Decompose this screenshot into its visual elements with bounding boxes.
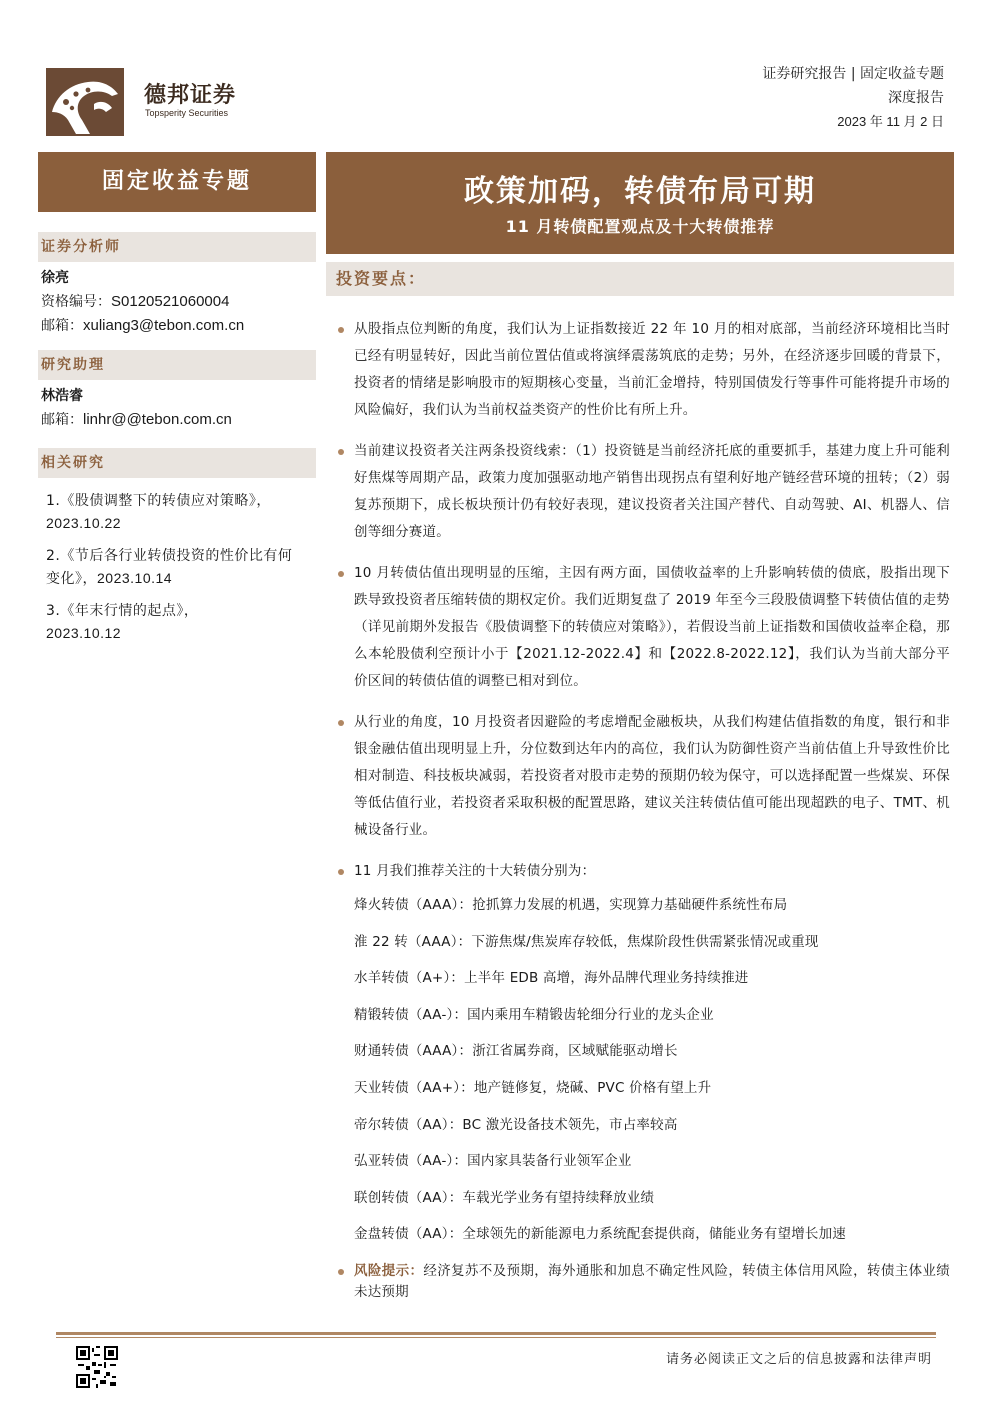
logo-chinese-name: 德邦证券 [144, 83, 237, 108]
report-title: 政策加码，转债布局可期 [464, 174, 816, 209]
report-meta [762, 62, 944, 134]
footer-divider [56, 1332, 936, 1335]
related-research-item[interactable]: 2.《节后各行业转债投资的性价比有何变化》，2023.10.14 [46, 548, 293, 587]
assistant-email [38, 408, 316, 432]
bond-item: 联创转债（AA）：车载光学业务有望持续释放业绩 [354, 1189, 655, 1206]
related-research-item[interactable]: 3.《年末行情的起点》， 2023.10.12 [46, 603, 199, 641]
bond-item: 烽火转债（AAA）：抢抓算力发展的机遇，实现算力基础硬件系统性布局 [354, 897, 788, 913]
analyst-email [38, 314, 316, 338]
related-research-list [38, 478, 316, 645]
bullet-icon [338, 449, 344, 455]
point-item: 当前建议投资者关注两条投资线索：（1）投资链是当前经济托底的重要抓手，基建力度上升可能利好焦煤等周期产品，政策力度加强驱动地产销售出现拐点有望利好地产链经营环境的扭转；（2）弱复苏预期下，成长板块预计仍有较好表现，建议投资者关注国产替代、自动驾驶、AI、机器人、信创等细分赛道。 [326, 438, 954, 546]
qr-code-icon[interactable] [76, 1346, 118, 1388]
section-title: 固定收益专题 [38, 152, 316, 212]
risk-text: 经济复苏不及预期，海外通胀和加息不确定性风险，转债主体信用风险，转债主体业绩未达预期 [354, 1262, 950, 1300]
cert-label: 资格编号： [41, 294, 111, 310]
email-label: 邮箱： [41, 412, 83, 428]
bullet-icon [338, 1269, 344, 1275]
analyst-header: 证券分析师 [38, 232, 316, 262]
sidebar [38, 152, 316, 655]
bullet-icon [338, 720, 344, 726]
footer-divider-thin [56, 1337, 936, 1338]
logo-english-name: Topsperity Securities [145, 108, 229, 118]
related-research-header: 相关研究 [38, 448, 316, 478]
bond-item: 水羊转债（A+）：上半年 EDB 高增，海外品牌代理业务持续推进 [354, 970, 749, 987]
disclaimer-note: 请务必阅读正文之后的信息披露和法律声明 [665, 1352, 932, 1367]
point-item: 从股指点位判断的角度，我们认为上证指数接近 22 年 10 月的相对底部，当前经济环境相比当时已经有明显转好，因此当前位置估值或将演绎震荡筑底的走势；另外，在经济逐步回暖的背景下，投资者的情绪是影响股市的短期核心变量，当前汇金增持，特别国债发行等事件可能将提升市场的风险偏好，我们认为当前权益类资产的性价比有所上升。 [326, 316, 954, 424]
investment-points [326, 316, 954, 1303]
assistant-name: 林浩睿 [41, 388, 83, 404]
bullet-icon [338, 327, 344, 333]
analyst-name: 徐亮 [41, 270, 69, 286]
report-subtitle: 11 月转债配置观点及十大转债推荐 [505, 217, 775, 236]
bullet-icon [338, 571, 344, 577]
assistant-header: 研究助理 [38, 350, 316, 380]
assistant-email-link[interactable]: linhr@@tebon.com.cn [83, 411, 232, 428]
bond-item: 金盘转债（AA）：全球领先的新能源电力系统配套提供商，储能业务有望增长加速 [354, 1226, 846, 1243]
report-date: 2023 年 11 月 2 日 [837, 114, 944, 129]
point-item: 从行业的角度，10 月投资者因避险的考虑增配金融板块，从我们构建估值指数的角度，银行和非银金融估值出现明显上升，分位数到达年内的高位，我们认为防御性资产当前估值上升导致性价比相对制造、科技板块减弱，若投资者对股市走势的预期仍较为保守，可以选择配置一些煤炭、环保等低估值行业，若投资者采取积极的配置思路，建议关注转债估值可能出现超跌的电子、TMT、机械设备行业。 [326, 709, 954, 844]
top-ten-bonds [326, 887, 954, 1253]
email-label: 邮箱： [41, 318, 83, 334]
title-band [326, 152, 954, 254]
bond-item: 弘亚转债（AA-）：国内家具装备行业领军企业 [354, 1153, 632, 1170]
bullet-icon [338, 869, 344, 875]
cert-number: S0120521060004 [111, 293, 230, 310]
bond-item: 帝尔转债（AA）：BC 激光设备技术领先，市占率较高 [354, 1116, 678, 1133]
risk-warning [326, 1261, 954, 1303]
analyst-cert [38, 290, 316, 314]
leopard-logo-icon [46, 68, 124, 136]
risk-label: 风险提示： [354, 1262, 424, 1279]
point-item: 11 月我们推荐关注的十大转债分别为： [326, 858, 954, 885]
investment-points-header: 投资要点： [326, 262, 954, 296]
point-item: 10 月转债估值出现明显的压缩，主因有两方面，国债收益率的上升影响转债的债底，股指出现下跌导致投资者压缩转债的期权定价。我们近期复盘了 2019 年至今三段股债调整下转债估值的走势（详见前期外发报告《股债调整下的转债应对策略》），若假设当前上证指数和国债收益率企稳，那么本轮股债利空预计小于【2021.12-2022.4】和【2022.8-2022.12】，我们认为当前大部分平价区间的转债估值的调整已相对到位。 [326, 560, 954, 695]
report-depth: 深度报告 [888, 90, 944, 106]
main-content [326, 152, 954, 1317]
company-logo [46, 68, 256, 138]
report-type: 证券研究报告 | 固定收益专题 [762, 66, 944, 82]
bond-item: 淮 22 转（AAA）：下游焦煤/焦炭库存较低，焦煤阶段性供需紧张情况或重现 [354, 933, 819, 950]
bond-item: 财通转债（AAA）：浙江省属券商，区域赋能驱动增长 [354, 1043, 678, 1060]
related-research-item[interactable]: 1.《股债调整下的转债应对策略》，2023.10.22 [46, 493, 271, 531]
bond-item: 天业转债（AA+）：地产链修复，烧碱、PVC 价格有望上升 [354, 1079, 712, 1096]
bond-item: 精锻转债（AA-）：国内乘用车精锻齿轮细分行业的龙头企业 [354, 1006, 714, 1023]
analyst-email-link[interactable]: xuliang3@tebon.com.cn [83, 317, 245, 334]
